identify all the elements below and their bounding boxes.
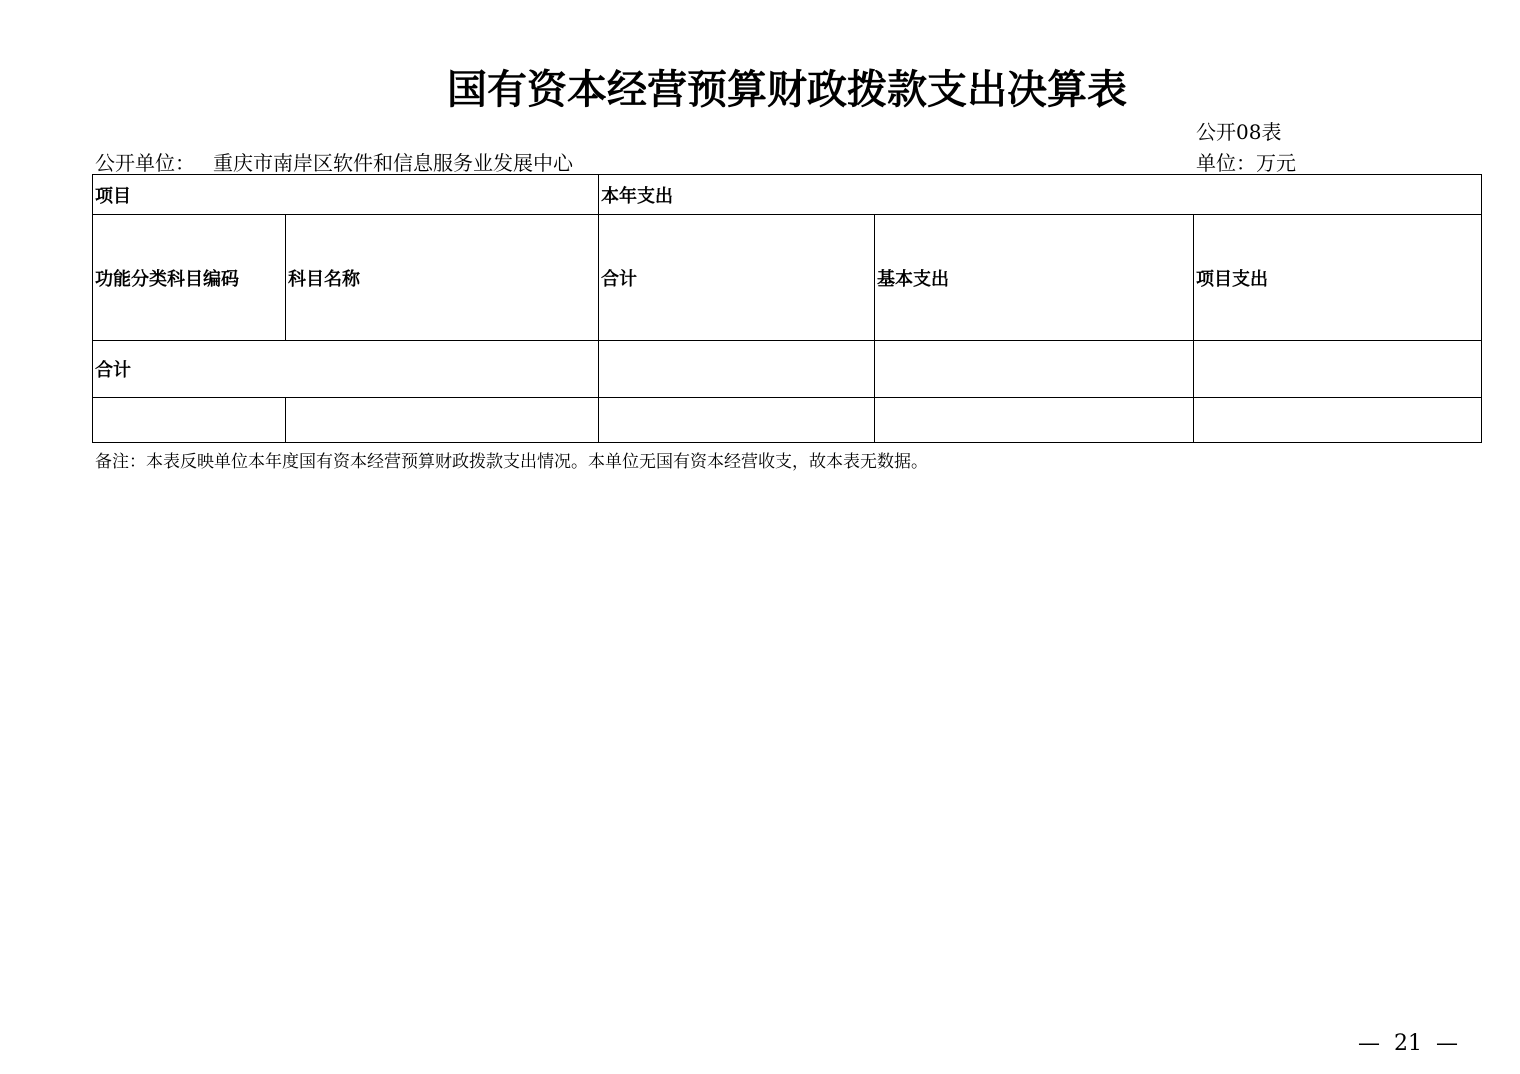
unit-label: 单位：万元	[1196, 151, 1296, 175]
organization-name: 重庆市南岸区软件和信息服务业发展中心	[213, 151, 573, 175]
cell-total	[599, 398, 875, 443]
form-number: 公开08表	[1196, 120, 1282, 144]
cell-project	[1194, 398, 1482, 443]
organization-label: 公开单位：	[95, 151, 195, 175]
table-note: 备注：本表反映单位本年度国有资本经营预算财政拨款支出情况。本单位无国有资本经营收支，故本表无数据。	[95, 452, 928, 472]
cell-code	[93, 398, 286, 443]
total-row-project	[1194, 341, 1482, 398]
total-row-basic	[875, 341, 1194, 398]
total-row	[93, 341, 1482, 398]
col-header-code: 功能分类科目编码	[93, 215, 286, 341]
expenditure-table	[92, 174, 1482, 443]
cell-basic	[875, 398, 1194, 443]
cell-name	[286, 398, 599, 443]
table-row	[93, 398, 1482, 443]
total-row-label: 合计	[93, 341, 599, 398]
page-title: 国有资本经营预算财政拨款支出决算表	[447, 67, 1127, 113]
header-project: 项目	[93, 175, 599, 215]
page-number: — 21 —	[1358, 1031, 1458, 1056]
col-header-basic: 基本支出	[875, 215, 1194, 341]
organization-row	[95, 147, 573, 176]
col-header-name: 科目名称	[286, 215, 599, 341]
header-current-year: 本年支出	[599, 175, 1482, 215]
total-row-total	[599, 341, 875, 398]
col-header-project: 项目支出	[1194, 215, 1482, 341]
table-header-row	[93, 175, 1482, 215]
table-column-header-row	[93, 215, 1482, 341]
col-header-total: 合计	[599, 215, 875, 341]
